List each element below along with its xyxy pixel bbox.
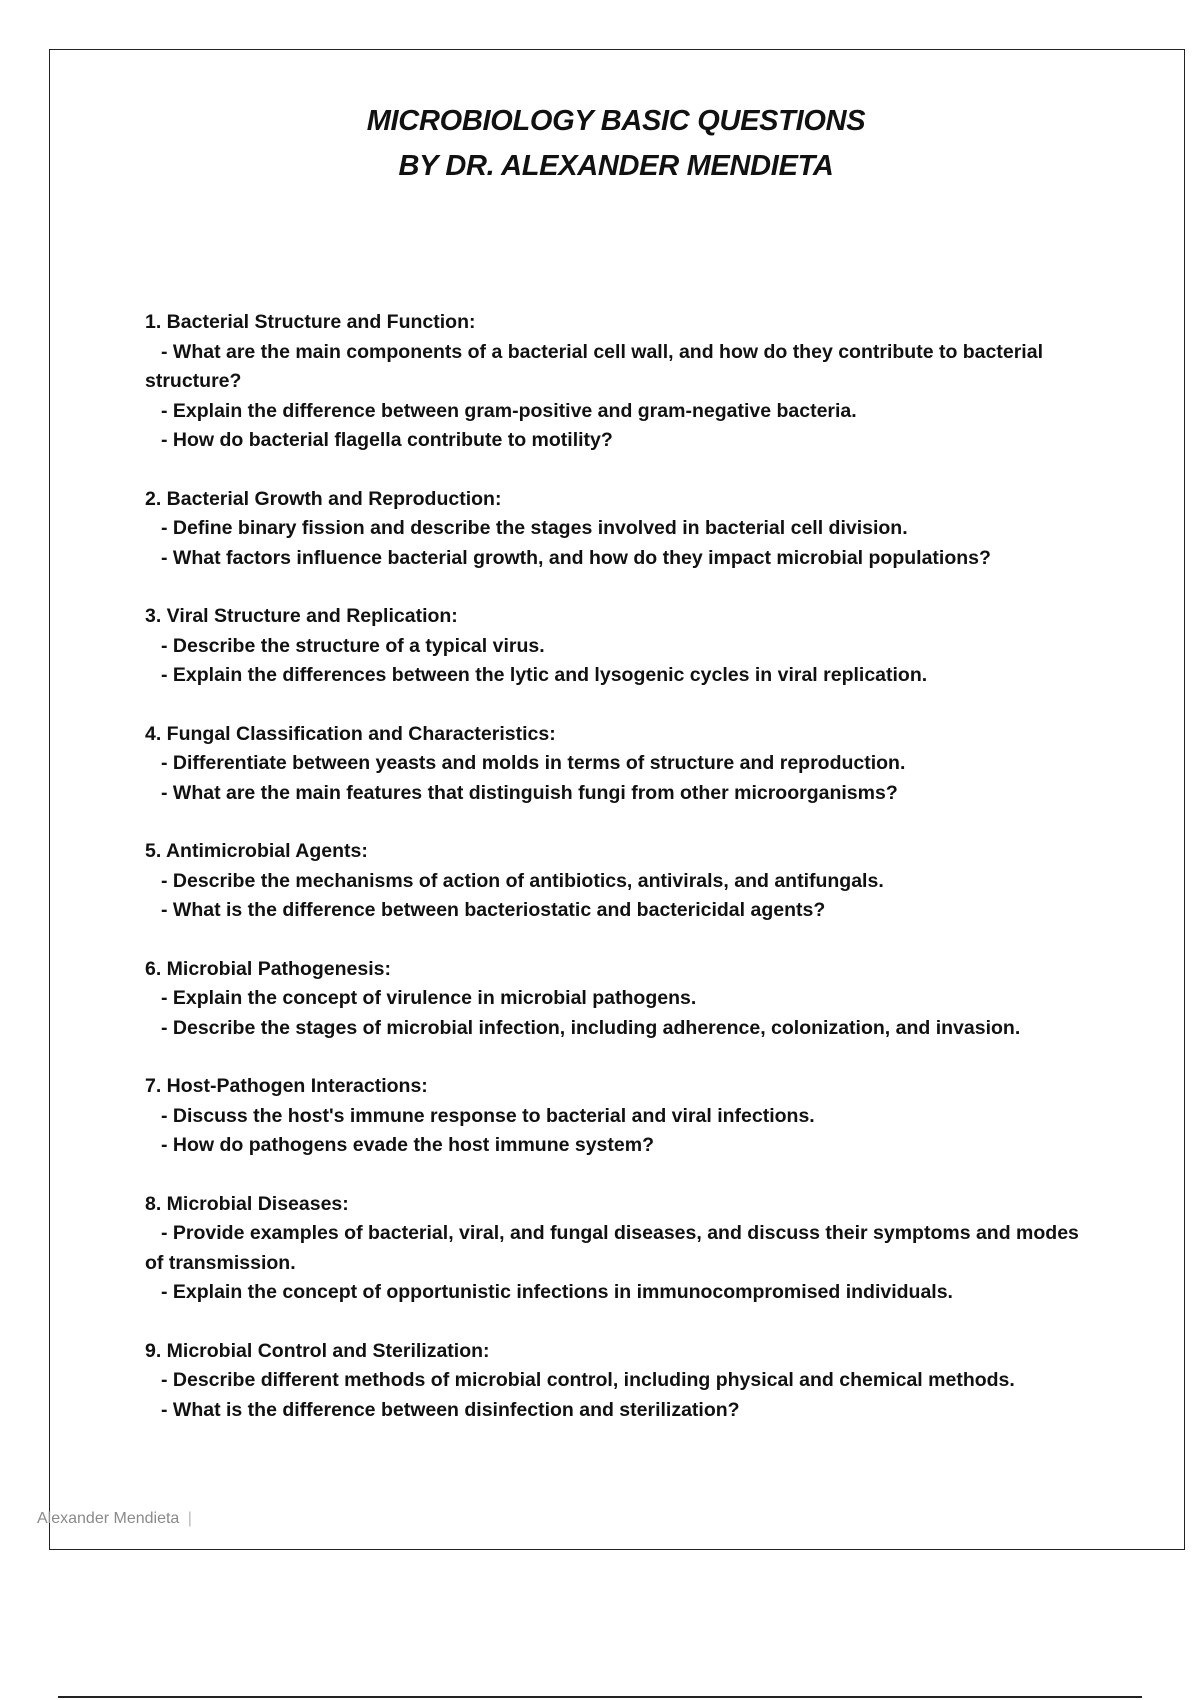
footer-separator: | [187,1510,192,1527]
title-line-2: BY DR. ALEXANDER MENDIETA [398,150,834,182]
title-line-1: MICROBIOLOGY BASIC QUESTIONS [366,105,866,137]
question-item: - What is the difference between disinfection and sterilization? [161,1398,740,1421]
footer-author: Alexander Mendieta [37,1510,180,1527]
section-microbial-diseases [145,1190,1090,1308]
section-heading: 7. Host-Pathogen Interactions: [145,1075,428,1097]
section-bacterial-structure [145,308,1090,456]
question-item: - Describe different methods of microbial control, including physical and chemical methods. [161,1369,1015,1391]
section-heading: 3. Viral Structure and Replication: [145,605,458,627]
section-heading: 9. Microbial Control and Sterilization: [145,1339,490,1362]
page-bottom-rule [58,1696,1142,1698]
question-item: - Discuss the host's immune response to bacterial and viral infections. [161,1104,815,1127]
question-item: - What are the main features that distinguish fungi from other microorganisms? [161,781,898,804]
section-heading: 2. Bacterial Growth and Reproduction: [145,487,502,510]
section-heading: 6. Microbial Pathogenesis: [145,957,391,980]
question-item: - What is the difference between bacteriostatic and bactericidal agents? [161,899,826,921]
question-item: - Describe the structure of a typical virus. [161,634,545,657]
section-viral-structure [145,602,1090,691]
question-item: - How do pathogens evade the host immune system? [161,1134,654,1156]
footer [37,1510,192,1528]
question-item: - Describe the stages of microbial infection, including adherence, colonization, and invasion. [161,1016,1021,1039]
section-heading: 8. Microbial Diseases: [145,1192,349,1215]
question-item: - Explain the differences between the lytic and lysogenic cycles in viral replication. [161,664,928,686]
section-heading: 1. Bacterial Structure and Function: [145,311,476,333]
question-item: - How do bacterial flagella contribute to motility? [161,429,613,451]
section-bacterial-growth [145,485,1090,574]
question-item: - What factors influence bacterial growth, and how do they impact microbial populations? [161,546,991,569]
document-title [0,99,1200,189]
section-antimicrobial-agents [145,837,1090,926]
question-item: - Differentiate between yeasts and molds in terms of structure and reproduction. [161,752,906,774]
question-list [145,308,1090,1454]
section-host-pathogen [145,1072,1090,1161]
section-fungal-classification [145,720,1090,809]
question-item: - What are the main components of a bacterial cell wall, and how do they contribute to bacterial structure? [145,340,1043,392]
question-item: - Provide examples of bacterial, viral, and fungal diseases, and discuss their symptoms and modes of transmission. [145,1222,1079,1274]
question-item: - Explain the concept of opportunistic infections in immunocompromised individuals. [161,1281,953,1303]
question-item: - Explain the concept of virulence in microbial pathogens. [161,987,697,1009]
question-item: - Describe the mechanisms of action of antibiotics, antivirals, and antifungals. [161,869,884,892]
question-item: - Define binary fission and describe the stages involved in bacterial cell division. [161,517,908,539]
question-item: - Explain the difference between gram-positive and gram-negative bacteria. [161,399,857,422]
section-microbial-control [145,1337,1090,1426]
section-heading: 5. Antimicrobial Agents: [145,840,368,862]
section-heading: 4. Fungal Classification and Characteristics: [145,722,556,745]
section-microbial-pathogenesis [145,955,1090,1044]
